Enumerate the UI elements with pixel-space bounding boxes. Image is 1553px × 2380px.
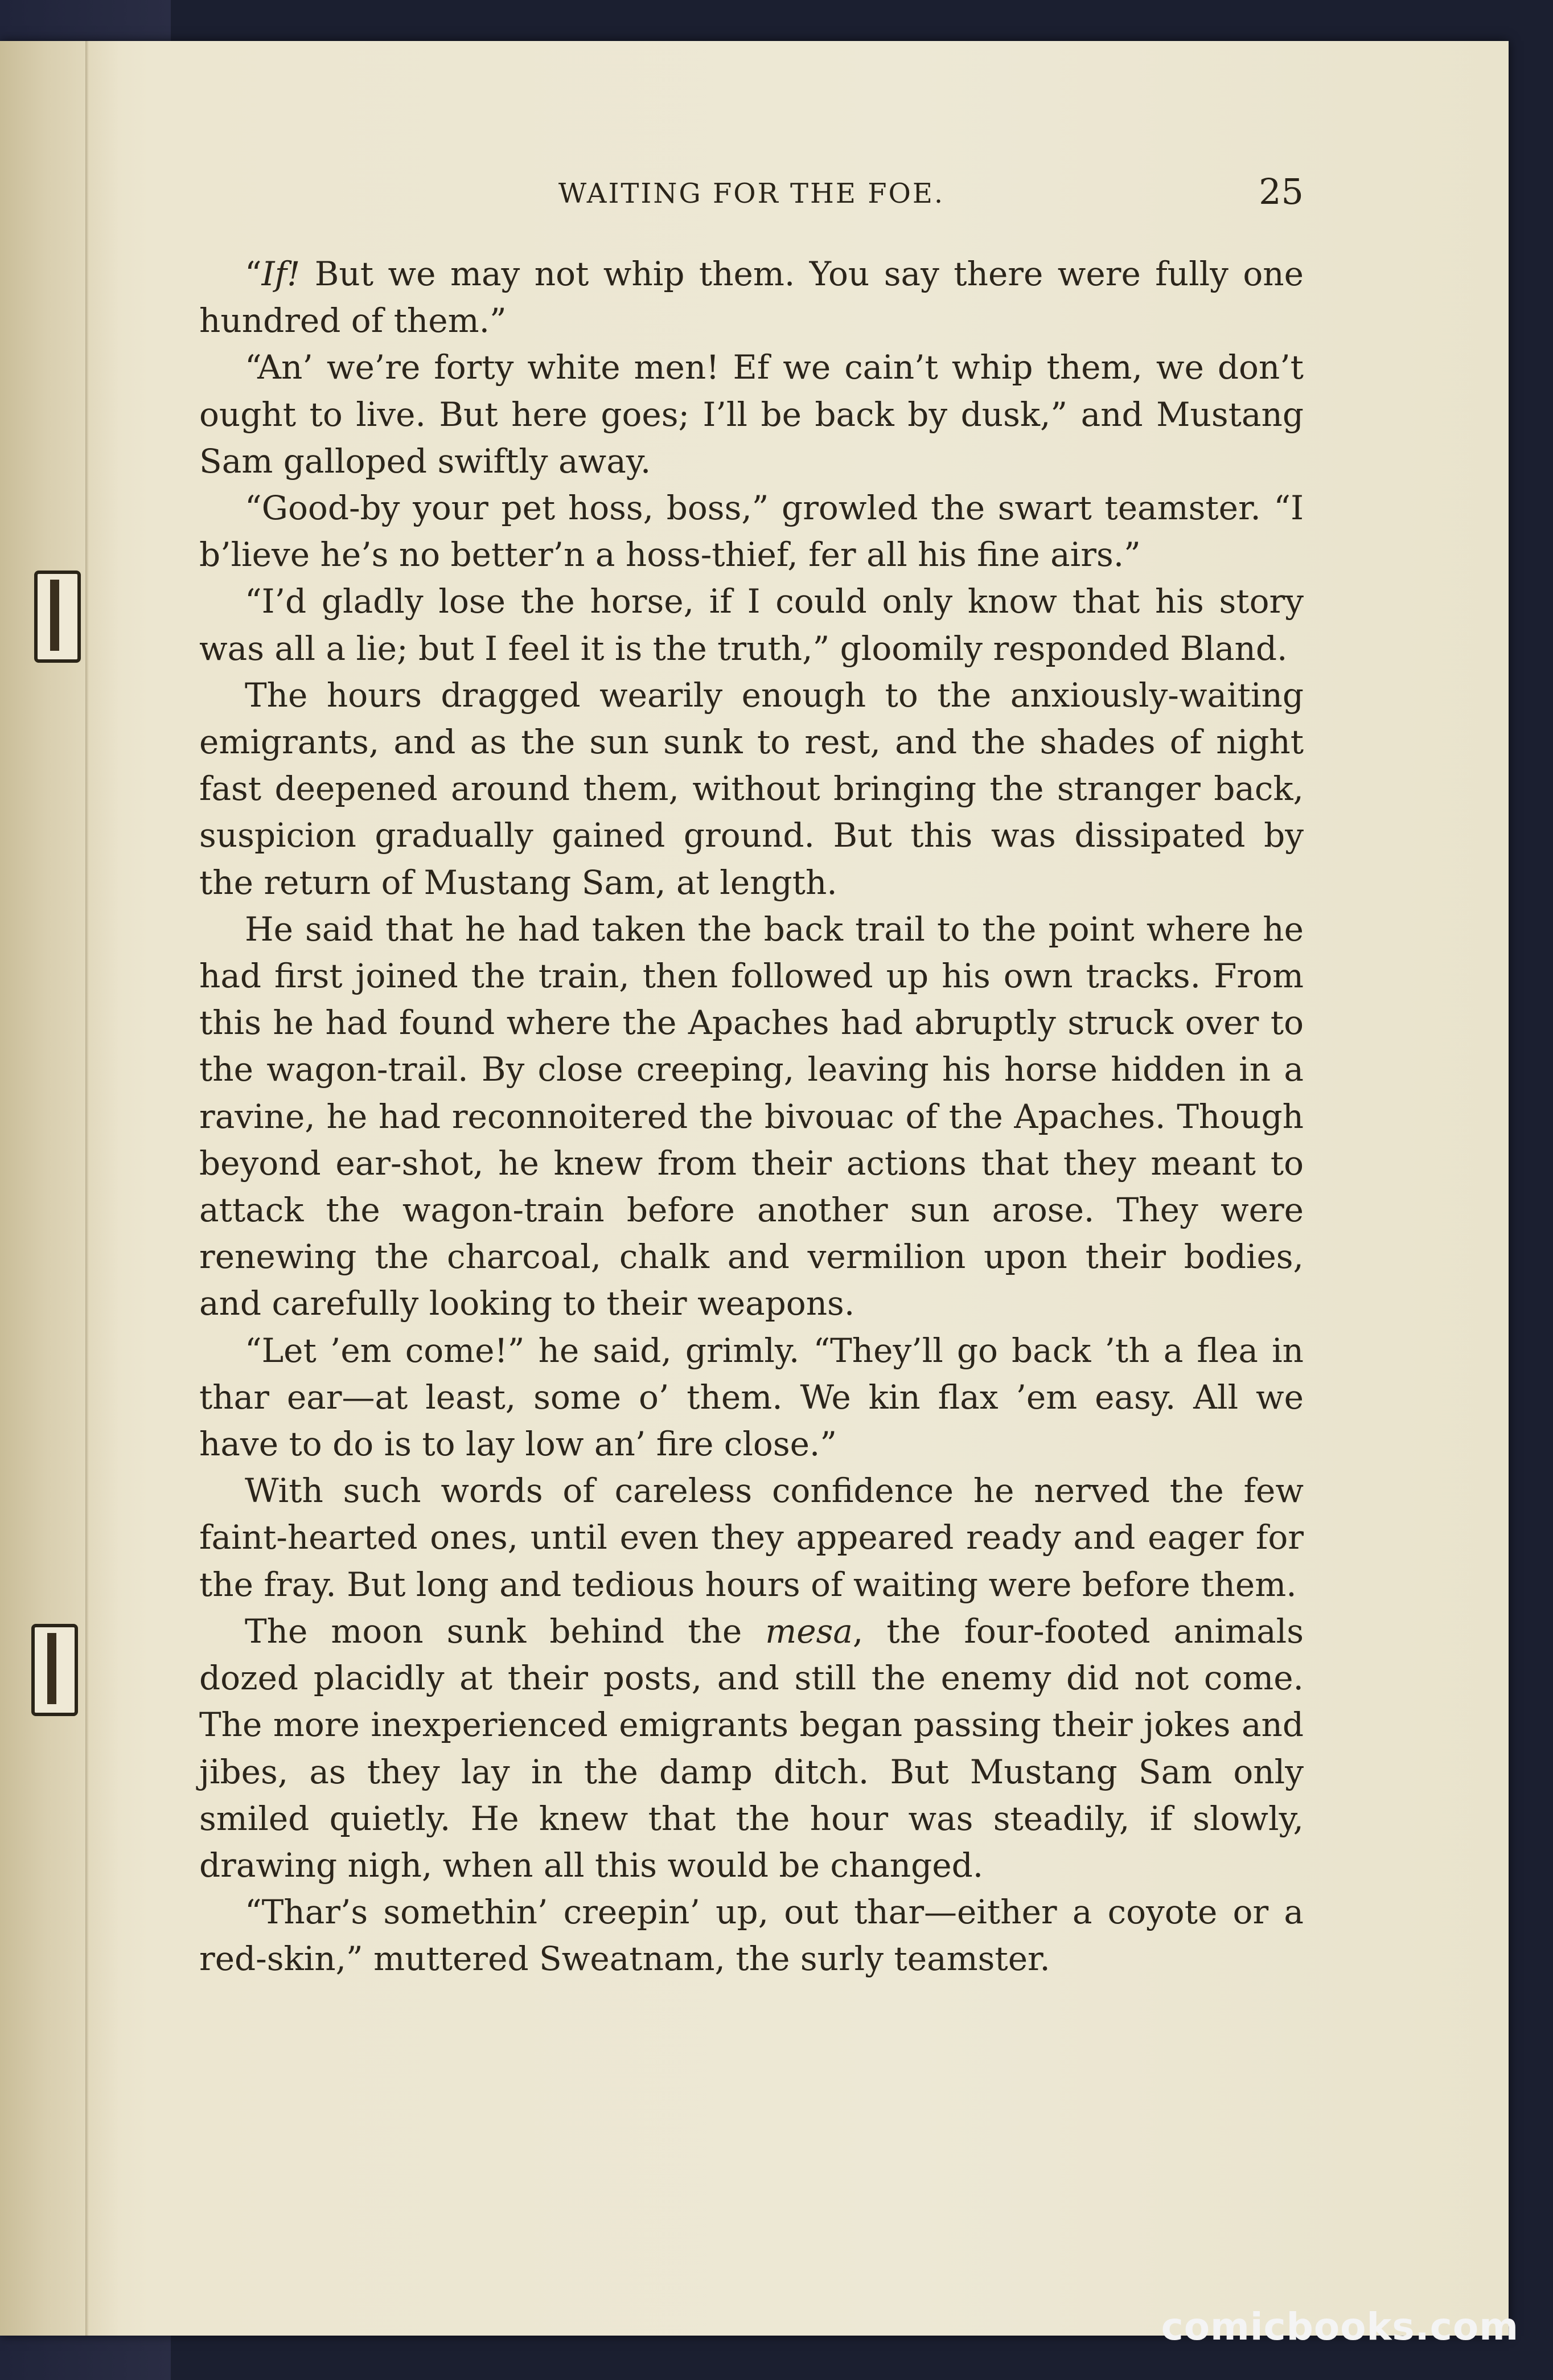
emphasis: mesa [765,1611,853,1651]
spine-crease [85,41,89,2336]
paragraph: “If! But we may not whip them. You say there were fully one hundred of them.” [199,255,1304,340]
site-watermark: comicbooks.com [1161,2305,1519,2349]
paragraph: “Let ’em come!” he said, grimly. “They’ll go back ’th a flea in thar ear—at least, some o’ them. We kin flax ’em easy. All we have to do is to lay low an’ fire close.” [199,1331,1304,1464]
body-text [199,251,1304,1983]
paragraph: He said that he had taken the back trail to the point where he had first joined the train, then followed up his own tracks. From this he had found where the Apaches had abruptly struck over to the wagon-trail. By close creeping, leaving his horse hidden in a ravine, he had reconnoitered the bivouac of the Apaches. Though beyond ear-shot, he knew from their actions that they meant to attack the wagon-train before another sun arose. They were renewing the charcoal, chalk and vermilion upon their bodies, and carefully looking to their weapons. [199,909,1304,1323]
binding-stitch-bottom [31,1624,78,1716]
running-head: WAITING FOR THE FOE. [558,178,945,210]
paragraph: The moon sunk behind the mesa, the four-footed animals dozed placidly at their posts, and still the enemy did not come. The more inexperienced emigrants began passing their jokes and jibes, as they lay in the damp ditch. But Mustang Sam only smiled quietly. He knew that the hour was steadily, if slowly, drawing nigh, when all this would be changed. [199,1611,1304,1885]
page-number: 25 [1259,171,1304,212]
binding-stitch-top [34,571,81,663]
paragraph: With such words of careless confidence he nerved the few faint-hearted ones, until even they appeared ready and eager for the fray. But long and tedious hours of waiting were before them. [199,1471,1304,1604]
page-gutter [0,41,120,2336]
paragraph: The hours dragged wearily enough to the anxiously-waiting emigrants, and as the sun sunk to rest, and the shades of night fast deepened around them, without bringing the stranger back, suspicion gradually gained ground. But this was dissipated by the return of Mustang Sam, at length. [199,675,1304,902]
paragraph: “Thar’s somethin’ creepin’ up, out thar—either a coyote or a red-skin,” muttered Sweatnam, the surly teamster. [199,1893,1304,1979]
emphasis: If! [261,255,301,293]
paragraph: “I’d gladly lose the horse, if I could only know that his story was all a lie; but I feel it is the truth,” gloomily responded Bland. [199,582,1304,668]
paragraph: “Good-by your pet hoss, boss,” growled the swart teamster. “I b’lieve he’s no better’n a hoss-thief, fer all his fine airs.” [199,489,1304,575]
page-header [199,171,1304,216]
paragraph: “An’ we’re forty white men! Ef we cain’t whip them, we don’t ought to live. But here goes; I’ll be back by dusk,” and Mustang Sam galloped swiftly away. [199,348,1304,481]
